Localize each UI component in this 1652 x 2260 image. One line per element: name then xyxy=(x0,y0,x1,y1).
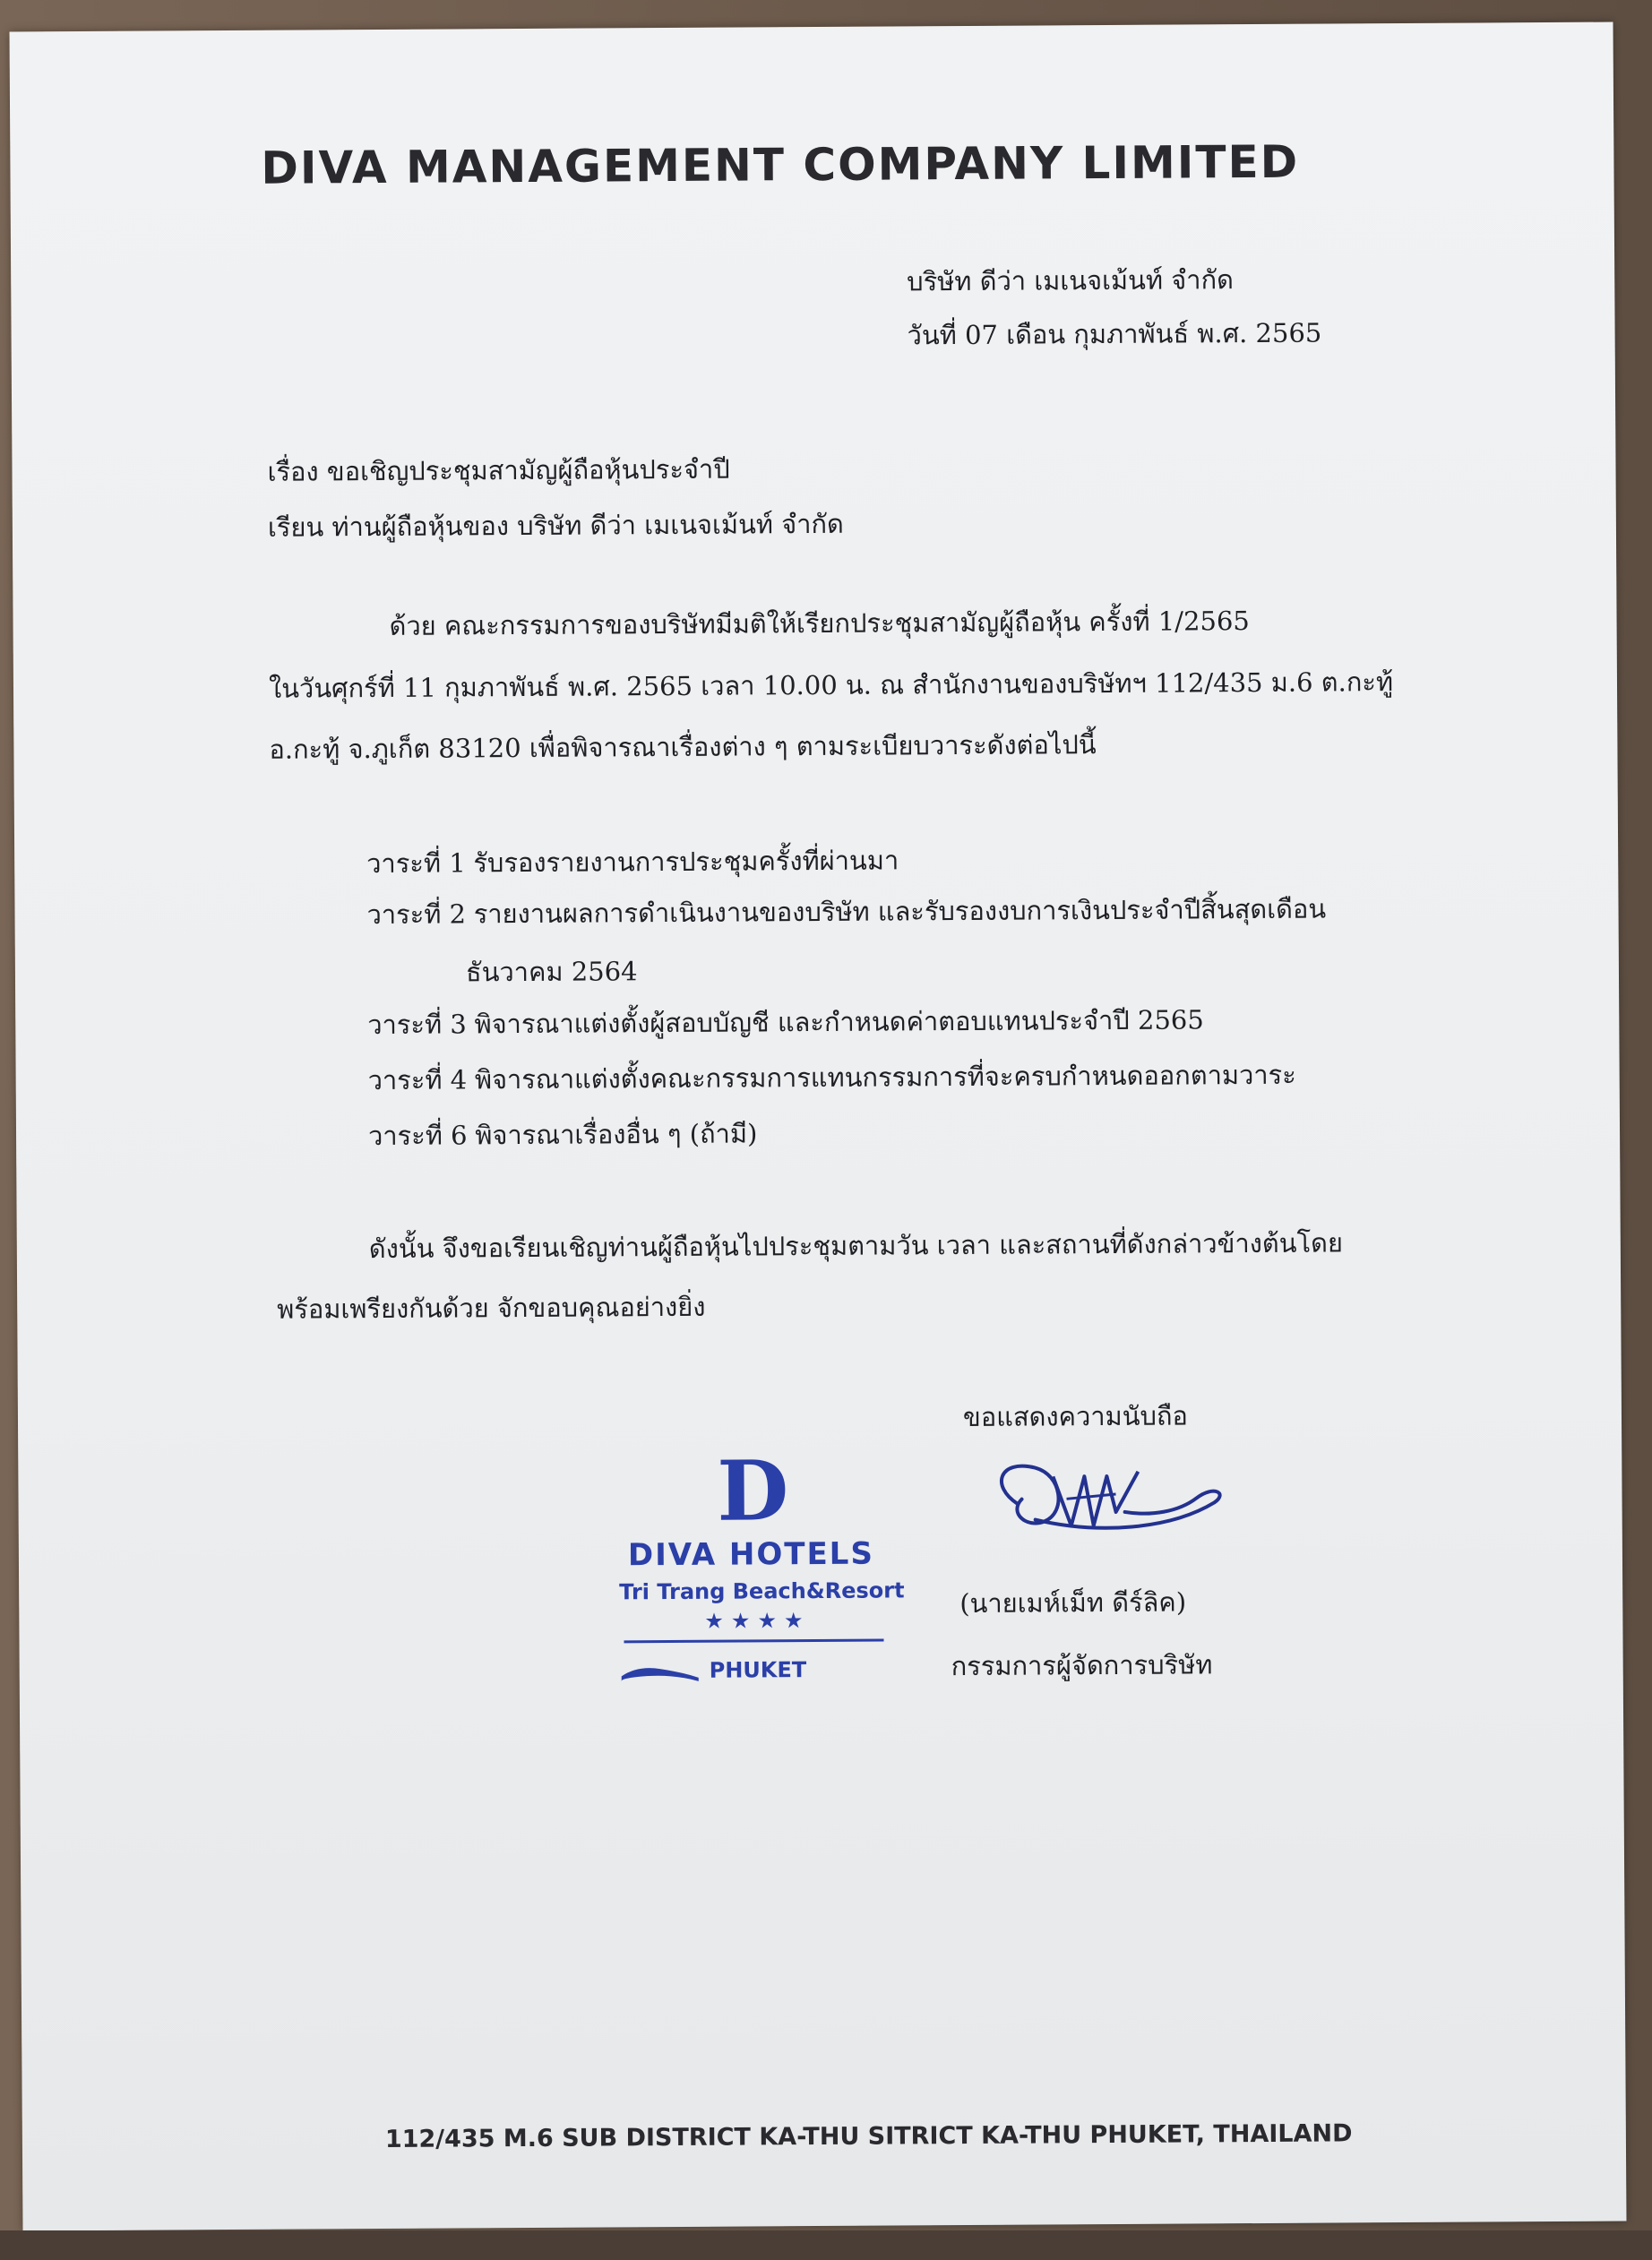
signer-title: กรรมการผู้จัดการบริษัท xyxy=(951,1649,1213,1682)
stamp-stars-icon: ★★★★ xyxy=(704,1608,811,1634)
stamp-city: PHUKET xyxy=(709,1657,807,1683)
stamp-brand: DIVA HOTELS xyxy=(627,1535,875,1574)
letter-recipient: เรียน ท่านผู้ถือหุ้นของ บริษัท ดีว่า เมเนจเม้นท์ จำกัด xyxy=(267,508,844,543)
agenda-label: วาระที่ 2 xyxy=(366,898,467,931)
closing-line-1: ดังนั้น จึงขอเรียนเชิญท่านผู้ถือหุ้นไปประชุมตามวัน เวลา และสถานที่ดังกล่าวข้างต้นโดย xyxy=(368,1227,1344,1265)
stamp-initial: D xyxy=(717,1442,789,1540)
agenda-text: พิจารณาแต่งตั้งคณะกรรมการแทนกรรมการที่จะครบกำหนดออกตามวาระ xyxy=(474,1059,1296,1096)
agenda-label: วาระที่ 4 xyxy=(367,1064,468,1096)
agenda-label: วาระที่ 1 xyxy=(366,847,466,880)
intro-line-1: ด้วย คณะกรรมการของบริษัทมีมติให้เรียกประชุมสามัญผู้ถือหุ้น ครั้งที่ 1/2565 xyxy=(389,606,1250,641)
company-header: DIVA MANAGEMENT COMPANY LIMITED xyxy=(261,135,1300,194)
letter-subject: เรื่อง ขอเชิญประชุมสามัญผู้ถือหุ้นประจำปี xyxy=(267,453,730,487)
agenda-text: พิจารณาแต่งตั้งผู้สอบบัญชี และกำหนดค่าตอบแทนประจำปี 2565 xyxy=(474,1004,1204,1040)
agenda-text: พิจารณาเรื่องอื่น ๆ (ถ้ามี) xyxy=(475,1118,758,1151)
closing-line-2: พร้อมเพรียงกันด้วย จักขอบคุณอย่างยิ่ง xyxy=(277,1291,706,1325)
letter-date: วันที่ 07 เดือน กุมภาพันธ์ พ.ศ. 2565 xyxy=(907,317,1322,351)
agenda-item-2-continued: ธันวาคม 2564 xyxy=(465,956,638,988)
agenda-item-6 xyxy=(368,1113,758,1156)
agenda-text: รายงานผลการดำเนินงานของบริษัท และรับรองงบการเงินประจำปีสิ้นสุดเดือน xyxy=(473,893,1327,930)
regards-text: ขอแสดงความนับถือ xyxy=(962,1400,1189,1433)
footer-address: 112/435 M.6 SUB DISTRICT KA-THU SITRICT KA-THU PHUKET, THAILAND xyxy=(384,2119,1353,2153)
agenda-item-3 xyxy=(367,999,1204,1045)
letter-page xyxy=(10,22,1627,2231)
agenda-label: วาระที่ 3 xyxy=(367,1009,467,1041)
agenda-item-1 xyxy=(366,839,899,884)
desk-edge xyxy=(0,2230,1652,2260)
stamp-wave-icon xyxy=(620,1658,701,1686)
agenda-label: วาระที่ 6 xyxy=(367,1120,468,1152)
agenda-item-4 xyxy=(368,1054,1296,1101)
stamp-rule xyxy=(624,1639,884,1644)
agenda-item-2 xyxy=(366,889,1326,936)
stamp-subtitle: Tri Trang Beach&Resort xyxy=(619,1577,905,1605)
intro-line-2: ในวันศุกร์ที่ 11 กุมภาพันธ์ พ.ศ. 2565 เวลา 10.00 น. ณ สำนักงานของบริษัทฯ 112/435 ม.6 ต.กะทู้ xyxy=(268,666,1394,704)
intro-line-3: อ.กะทู้ จ.ภูเก็ต 83120 เพื่อพิจารณาเรื่องต่าง ๆ ตามระเบียบวาระดังต่อไปนี้ xyxy=(269,729,1097,765)
handwritten-signature xyxy=(981,1448,1242,1558)
sender-name: บริษัท ดีว่า เมเนจเม้นท์ จำกัด xyxy=(907,264,1235,297)
agenda-text: รับรองรายงานการประชุมครั้งที่ผ่านมา xyxy=(473,845,899,879)
signer-name: (นายเมห์เม็ท ดีร์ลิค) xyxy=(959,1586,1187,1620)
